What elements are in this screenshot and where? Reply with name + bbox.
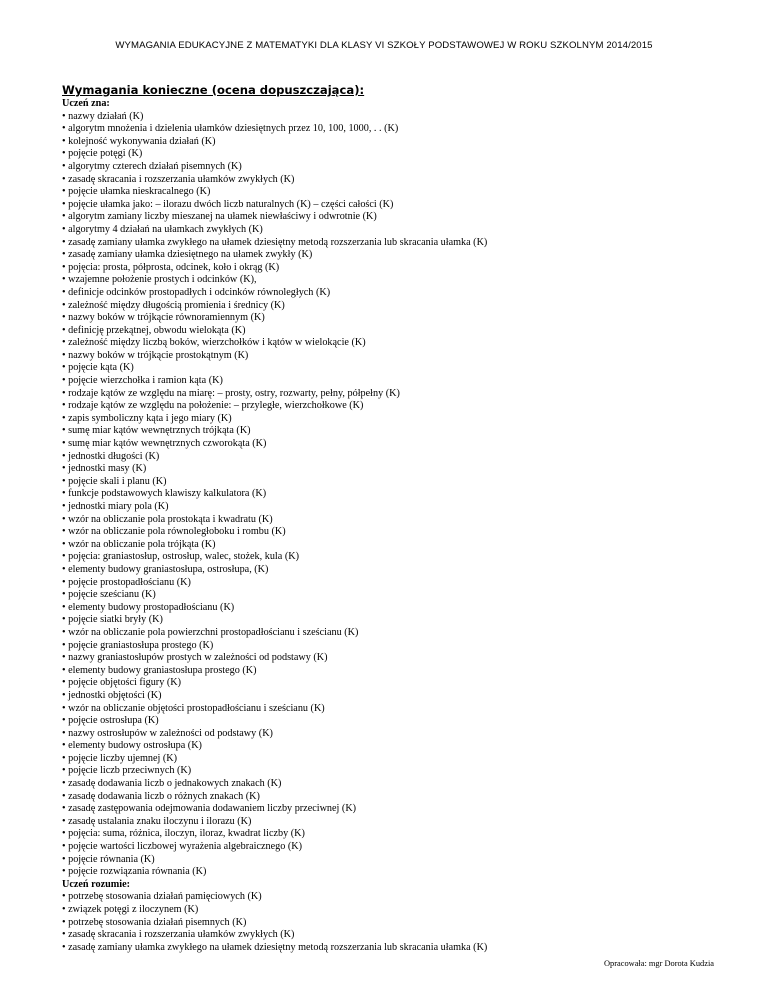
page-header: WYMAGANIA EDUKACYJNE Z MATEMATYKI DLA KLASY VI SZKOŁY PODSTAWOWEJ W ROKU SZKOLNYM 2014/2015 xyxy=(115,40,653,51)
author-footer: Opracowała: mgr Dorota Kudzia xyxy=(604,959,714,968)
list-item: • pojęcie potęgi (K) xyxy=(62,148,143,160)
list-item: • pojęcie ułamka nieskracalnego (K) xyxy=(62,186,211,198)
list-item: • nazwy boków w trójkącie prostokątnym (K) xyxy=(62,349,249,361)
list-item: • zasadę ustalania znaku iloczynu i ilorazu (K) xyxy=(62,815,252,827)
list-item: • wzór na obliczanie pola powierzchni prostopadłościanu i sześcianu (K) xyxy=(62,626,359,638)
list-item: • pojęcia: prosta, półprosta, odcinek, koło i okrąg (K) xyxy=(62,261,280,273)
list-item: • pojęcia: graniastosłup, ostrosłup, walec, stożek, kula (K) xyxy=(62,551,299,563)
list-item: • związek potęgi z iloczynem (K) xyxy=(62,904,199,915)
list-item: • algorytm mnożenia i dzielenia ułamków dziesiętnych przez 10, 100, 1000, . . (K) xyxy=(62,123,399,135)
list-item: • pojęcie siatki bryły (K) xyxy=(62,614,163,626)
list-item: • pojęcie ostrosłupa (K) xyxy=(62,715,159,727)
list-item: • zasadę skracania i rozszerzania ułamków zwykłych (K) xyxy=(62,173,295,185)
list-item: • potrzebę stosowania działań pamięciowych (K) xyxy=(62,891,262,903)
list-item: • zależność między liczbą boków, wierzchołków i kątów w wielokącie (K) xyxy=(62,337,366,349)
list-item: • potrzebę stosowania działań pisemnych (K) xyxy=(62,916,247,928)
list-item: • rodzaje kątów ze względu na położenie: – przyległe, wierzchołkowe (K) xyxy=(62,400,364,412)
requirements-content xyxy=(62,98,742,954)
list-item: • pojęcie skali i planu (K) xyxy=(62,475,167,487)
list-item: • definicję przekątnej, obwodu wielokąta (K) xyxy=(62,324,246,336)
list-item: • jednostki masy (K) xyxy=(62,463,147,475)
list-item: • jednostki objętości (K) xyxy=(62,689,162,701)
list-item: • zapis symboliczny kąta i jego miary (K) xyxy=(62,412,232,424)
list-item: • pojęcie objętości figury (K) xyxy=(62,677,181,689)
understands-heading: Uczeń rozumie: xyxy=(62,878,130,890)
list-item: • algorytmy czterech działań pisemnych (K) xyxy=(62,160,242,172)
list-item: • elementy budowy ostrosłupa (K) xyxy=(62,740,202,752)
list-item: • zasadę zamiany ułamka dziesiętnego na ułamek zwykły (K) xyxy=(62,249,313,261)
list-item: • pojęcie liczby ujemnej (K) xyxy=(62,752,178,764)
list-item: • zasadę zamiany ułamka zwykłego na ułamek dziesiętny metodą rozszerzania lub skracania ułamka (K) xyxy=(62,236,488,248)
list-item: • rodzaje kątów ze względu na miarę: – prosty, ostry, rozwarty, pełny, półpełny (K) xyxy=(62,387,400,399)
list-item: • pojęcie sześcianu (K) xyxy=(62,589,156,601)
list-item: • nazwy boków w trójkącie równoramiennym (K) xyxy=(62,312,265,324)
list-item: • wzór na obliczanie pola trójkąta (K) xyxy=(62,538,216,550)
list-item: • algorytmy 4 działań na ułamkach zwykłych (K) xyxy=(62,223,263,235)
list-item: • zasadę skracania i rozszerzania ułamków zwykłych (K) xyxy=(62,929,295,941)
list-item: • pojęcia: suma, różnica, iloczyn, iloraz, kwadrat liczby (K) xyxy=(62,828,305,840)
list-item: • wzajemne położenie prostych i odcinków (K), xyxy=(62,274,257,286)
list-item: • jednostki miary pola (K) xyxy=(62,501,169,512)
list-item: • nazwy graniastosłupów prostych w zależności od podstawy (K) xyxy=(62,652,328,664)
list-item: • definicje odcinków prostopadłych i odcinków równoległych (K) xyxy=(62,286,331,298)
list-item: • pojęcie graniastosłupa prostego (K) xyxy=(62,639,214,651)
list-item: • sumę miar kątów wewnętrznych czworokąta (K) xyxy=(62,438,267,450)
section-title: Wymagania konieczne (ocena dopuszczająca): xyxy=(62,83,365,97)
list-item: • elementy budowy graniastosłupa, ostrosłupa, (K) xyxy=(62,563,269,575)
knows-heading: Uczeń zna: xyxy=(62,98,110,109)
list-item: • jednostki długości (K) xyxy=(62,450,160,462)
list-item: • wzór na obliczanie pola równoległoboku i rombu (K) xyxy=(62,526,286,538)
list-item: • pojęcie kąta (K) xyxy=(62,362,134,374)
list-item: • wzór na obliczanie objętości prostopadłościanu i sześcianu (K) xyxy=(62,702,325,714)
list-item: • wzór na obliczanie pola prostokąta i kwadratu (K) xyxy=(62,513,273,525)
list-item: • pojęcie wierzchołka i ramion kąta (K) xyxy=(62,375,223,387)
list-item: • zasadę dodawania liczb o jednakowych znakach (K) xyxy=(62,778,282,790)
list-item: • funkcje podstawowych klawiszy kalkulatora (K) xyxy=(62,488,267,500)
list-item: • zasadę dodawania liczb o różnych znakach (K) xyxy=(62,790,260,802)
list-item: • pojęcie wartości liczbowej wyrażenia algebraicznego (K) xyxy=(62,841,303,853)
list-item: • pojęcie liczb przeciwnych (K) xyxy=(62,765,192,777)
knows-list xyxy=(62,111,742,879)
list-item: • pojęcie ułamka jako: – ilorazu dwóch liczb naturalnych (K) – części całości (K) xyxy=(62,198,394,210)
list-item: • pojęcie równania (K) xyxy=(62,853,155,865)
list-item: • sumę miar kątów wewnętrznych trójkąta (K) xyxy=(62,425,251,437)
list-item: • elementy budowy graniastosłupa prostego (K) xyxy=(62,664,257,676)
list-item: • pojęcie prostopadłościanu (K) xyxy=(62,576,191,588)
list-item: • zasadę zamiany ułamka zwykłego na ułamek dziesiętny metodą rozszerzania lub skracania ułamka (K) xyxy=(62,941,488,953)
list-item: • zależność między długością promienia i średnicy (K) xyxy=(62,299,285,311)
list-item: • elementy budowy prostopadłościanu (K) xyxy=(62,601,235,613)
list-item: • nazwy działań (K) xyxy=(62,110,144,122)
list-item: • kolejność wykonywania działań (K) xyxy=(62,135,216,147)
list-item: • zasadę zastępowania odejmowania dodawaniem liczby przeciwnej (K) xyxy=(62,803,357,815)
list-item: • algorytm zamiany liczby mieszanej na ułamek niewłaściwy i odwrotnie (K) xyxy=(62,211,377,223)
list-item: • nazwy ostrosłupów w zależności od podstawy (K) xyxy=(62,727,273,739)
list-item: • pojęcie rozwiązania równania (K) xyxy=(62,866,207,878)
understands-list xyxy=(62,891,742,954)
